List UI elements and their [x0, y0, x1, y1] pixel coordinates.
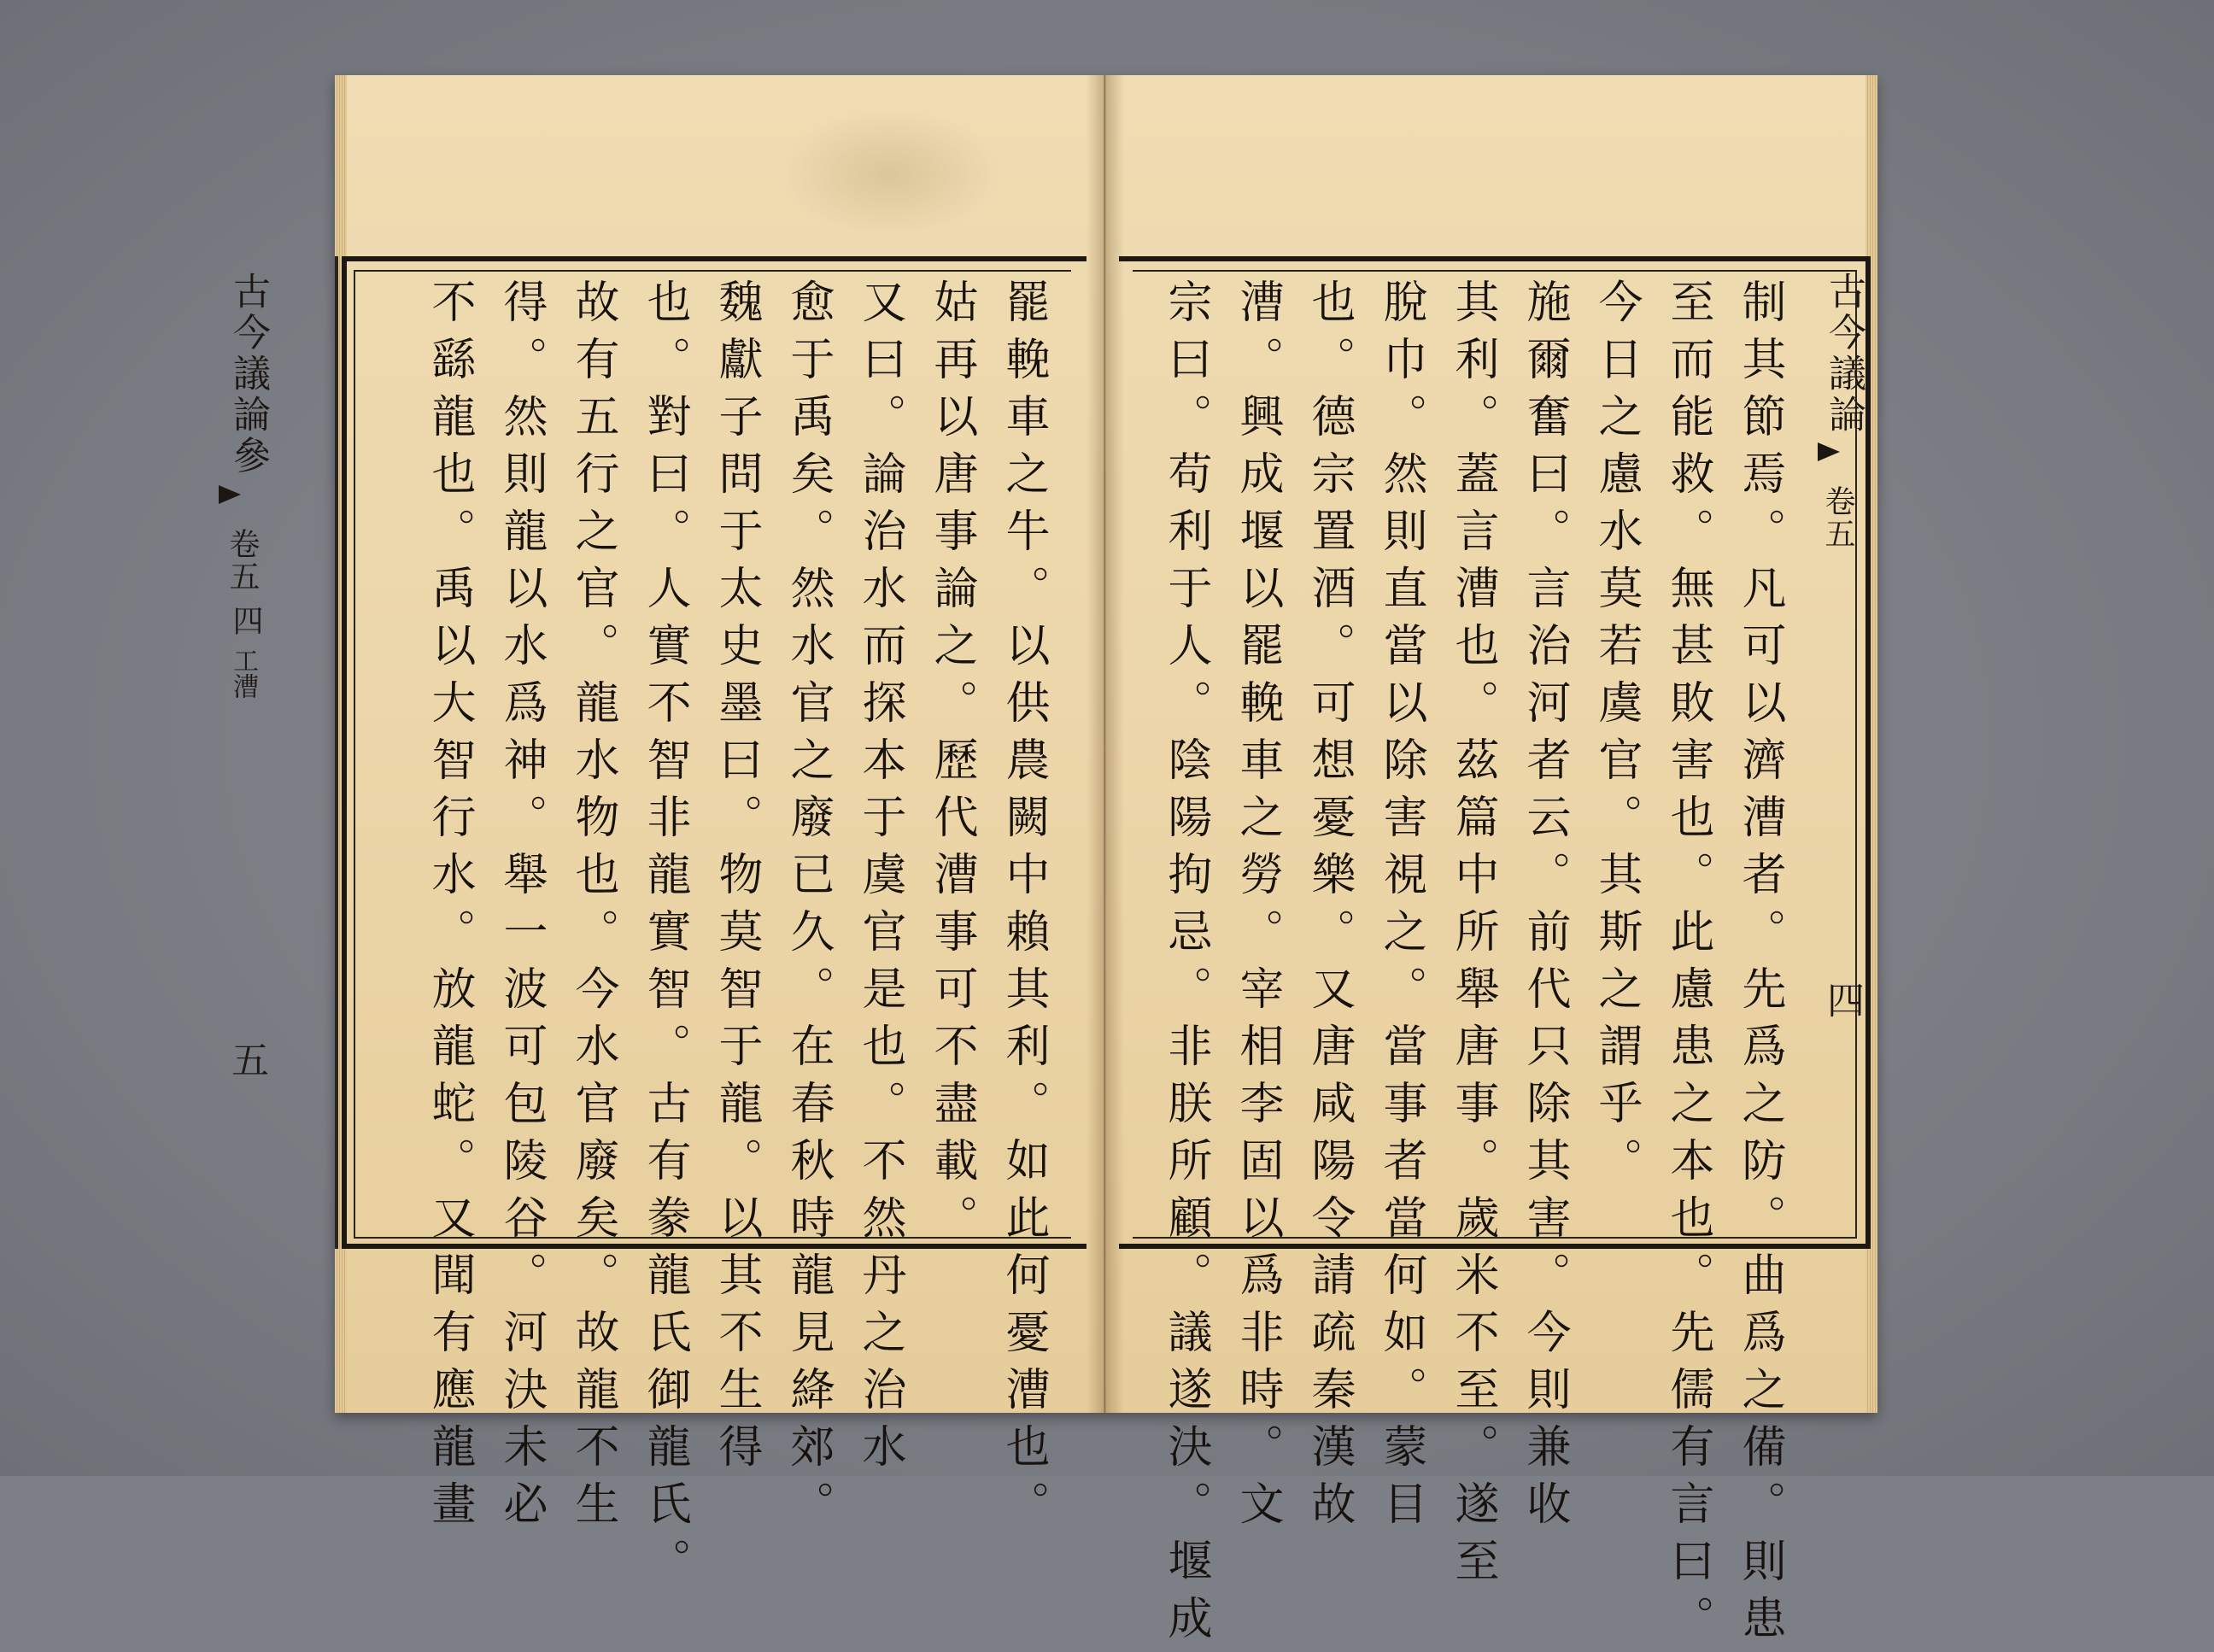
left-banxin-title: 古今議論參: [226, 272, 270, 477]
text-column: 得。然則龍以水爲神。舉一波可包陵谷。河決未必: [495, 278, 547, 1538]
text-column: 也。德宗置酒。可想憂樂。又唐咸陽令請疏秦漢故: [1303, 278, 1355, 1538]
right-banxin-folio: 四: [1820, 981, 1864, 1018]
text-column: 故有五行之官。龍水物也。今水官廢矣。故龍不生: [567, 278, 618, 1538]
text-column: 罷輓車之牛。以供農闕中賴其利。如此何憂漕也。: [998, 278, 1049, 1538]
left-banxin-rule: [335, 256, 355, 1249]
text-column: 施爾奮曰。言治河者云。前代只除其害。今則兼收: [1519, 278, 1570, 1538]
text-column: 魏獻子問于太史墨曰。物莫智于龍。以其不生得: [711, 278, 762, 1480]
text-column: 制其節焉。凡可以濟漕者。先爲之防。曲爲之備。則患: [1734, 278, 1785, 1652]
left-banxin-juan: 卷五: [225, 528, 260, 593]
text-column: 其利。蓋言漕也。茲篇中所舉唐事。歲米不至。遂至: [1447, 278, 1498, 1595]
text-column: 脫巾。然則直當以除害視之。當事者當何如。蒙目: [1375, 278, 1426, 1538]
text-column: 又曰。論治水而探本于虞官是也。不然丹之治水: [854, 278, 905, 1480]
left-banxin-folio: 五: [225, 1040, 268, 1078]
text-column: 今日之慮水莫若虞官。其斯之謂乎。: [1590, 278, 1642, 1194]
left-banxin-count: 四: [228, 605, 263, 637]
open-book: [225, 75, 1877, 1652]
left-fish-tail-mark: [219, 485, 241, 504]
right-banxin-title: 古今議論: [1822, 272, 1866, 436]
text-column: 也。對曰。人實不智非龍實智。古有豢龍氏御龍氏。: [639, 278, 690, 1595]
text-column: 姑再以唐事論之。歷代漕事可不盡載。: [926, 278, 977, 1251]
paper-stain: [779, 109, 1001, 237]
text-column: 至而能救。無甚敗害也。此慮患之本也。先儒有言曰。: [1662, 278, 1713, 1652]
text-column: 宗曰。苟利于人。陰陽拘忌。非朕所顧。議遂決。堰成: [1160, 278, 1211, 1652]
text-column: 漕。興成堰以罷輓車之勞。宰相李固以爲非時。文: [1232, 278, 1283, 1538]
text-column: 愈于禹矣。然水官之廢已久。在春秋時龍見絳郊。: [782, 278, 834, 1538]
text-column: 不繇龍也。禹以大智行水。放龍蛇。又聞有應龍畫: [424, 278, 475, 1538]
left-banxin-category: 工漕: [228, 647, 258, 699]
right-banxin-juan: 卷五: [1820, 485, 1855, 550]
